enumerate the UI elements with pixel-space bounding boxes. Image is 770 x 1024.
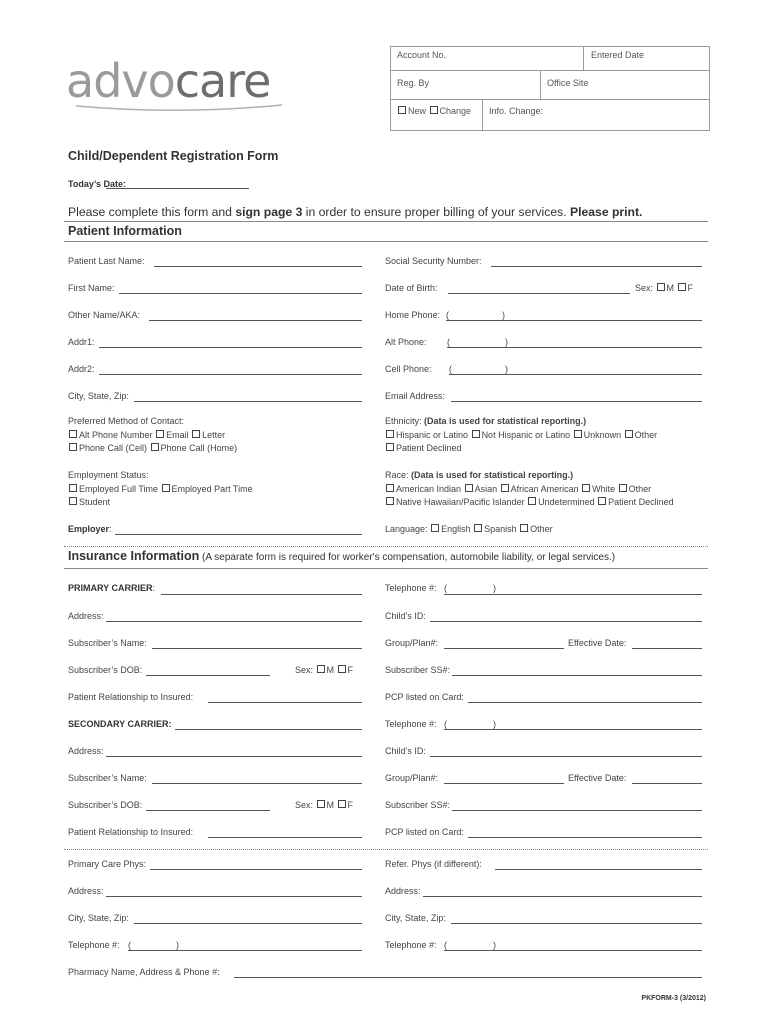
divider [64, 849, 708, 850]
secondary-childs-id-label: Child’s ID: [385, 746, 426, 756]
pcp-telephone-field[interactable] [128, 950, 362, 951]
sex-f-checkbox[interactable] [678, 283, 686, 291]
todays-date-label: Today’s Date: [68, 179, 127, 189]
primary-subscriber-ss-field[interactable] [452, 675, 702, 676]
secondary-group-plan-label: Group/Plan#: [385, 773, 439, 783]
pharmacy-field[interactable] [234, 977, 702, 978]
primary-subscriber-dob-field[interactable] [146, 675, 270, 676]
employed-part-checkbox[interactable] [162, 484, 170, 492]
divider [391, 99, 709, 100]
primary-group-plan-label: Group/Plan#: [385, 638, 439, 648]
info-change-label: Info. Change: [489, 106, 544, 116]
addr2-field[interactable] [99, 374, 362, 375]
asian-checkbox[interactable] [465, 484, 473, 492]
divider [583, 47, 584, 70]
account-no-label: Account No. [397, 50, 447, 60]
secondary-telephone-label: Telephone #: [385, 719, 437, 729]
referring-telephone-label: Telephone #: [385, 940, 437, 950]
primary-relationship-label: Patient Relationship to Insured: [68, 692, 194, 702]
logo-swoosh [74, 103, 284, 113]
employer-label: Employer: [68, 524, 112, 534]
secondary-group-plan-field[interactable] [444, 783, 564, 784]
referring-city-state-zip-field[interactable] [451, 923, 702, 924]
employer-field[interactable] [115, 534, 362, 535]
email-field[interactable] [451, 401, 702, 402]
secondary-relationship-field[interactable] [208, 837, 362, 838]
primary-carrier-label: PRIMARY CARRIER: [68, 583, 156, 593]
referring-telephone-field[interactable] [444, 950, 702, 951]
primary-group-plan-field[interactable] [444, 648, 564, 649]
dob-label: Date of Birth: [385, 283, 438, 293]
primary-telephone-field[interactable] [444, 594, 702, 595]
paren-open: ( [444, 583, 447, 593]
ssn-field[interactable] [491, 266, 702, 267]
primary-childs-id-field[interactable] [430, 621, 702, 622]
primary-pcp-label: PCP listed on Card: [385, 692, 464, 702]
letter-checkbox[interactable] [192, 430, 200, 438]
alt-phone-label: Alt Phone: [385, 337, 427, 347]
patient-last-name-label: Patient Last Name: [68, 256, 145, 266]
divider [391, 70, 709, 71]
divider [64, 241, 708, 242]
primary-subscriber-name-label: Subscriber’s Name: [68, 638, 147, 648]
secondary-pcp-field[interactable] [468, 837, 702, 838]
email-label: Email Address: [385, 391, 446, 401]
referring-city-state-zip-label: City, State, Zip: [385, 913, 446, 923]
primary-effective-date-field[interactable] [632, 648, 702, 649]
pcp-city-state-zip-label: City, State, Zip: [68, 913, 129, 923]
paren-open: ( [444, 719, 447, 729]
phone-home-checkbox[interactable] [151, 443, 159, 451]
primary-sex-m-checkbox[interactable] [317, 665, 325, 673]
city-state-zip-label: City, State, Zip: [68, 391, 129, 401]
secondary-sex-m-checkbox[interactable] [317, 800, 325, 808]
first-name-field[interactable] [119, 293, 362, 294]
primary-relationship-field[interactable] [208, 702, 362, 703]
other-name-field[interactable] [149, 320, 362, 321]
secondary-effective-date-field[interactable] [632, 783, 702, 784]
english-checkbox[interactable] [431, 524, 439, 532]
paren-close: ) [493, 583, 496, 593]
office-site-label: Office Site [547, 78, 589, 88]
race-declined-checkbox[interactable] [598, 497, 606, 505]
home-phone-field[interactable] [446, 320, 702, 321]
spanish-checkbox[interactable] [474, 524, 482, 532]
secondary-telephone-field[interactable] [444, 729, 702, 730]
secondary-relationship-label: Patient Relationship to Insured: [68, 827, 194, 837]
advocare-logo: advocare [66, 54, 271, 108]
new-checkbox[interactable] [398, 106, 406, 114]
paren-close: ) [176, 940, 179, 950]
secondary-subscriber-dob-field[interactable] [146, 810, 270, 811]
referring-address-label: Address: [385, 886, 421, 896]
paren-close: ) [505, 337, 508, 347]
dob-field[interactable] [448, 293, 630, 294]
intro-text: Please complete this form and sign page 3 in order to ensure proper billing of your services. Please print. [68, 205, 643, 219]
african-american-checkbox[interactable] [501, 484, 509, 492]
home-phone-label: Home Phone: [385, 310, 441, 320]
addr1-field[interactable] [99, 347, 362, 348]
phone-cell-checkbox[interactable] [69, 443, 77, 451]
insurance-section-title: Insurance Information (A separate form is required for worker's compensation, automobile liability, or legal services.) [68, 549, 616, 563]
paren-close: ) [502, 310, 505, 320]
sex-m-checkbox[interactable] [657, 283, 665, 291]
todays-date-field[interactable] [106, 188, 249, 189]
secondary-address-label: Address: [68, 746, 104, 756]
preferred-contact-block: Preferred Method of Contact: Alt Phone Number Email Letter Phone Call (Cell) Phone Call (Home) [68, 416, 238, 453]
secondary-subscriber-dob-label: Subscriber’s DOB: [68, 800, 143, 810]
secondary-carrier-field[interactable] [175, 729, 362, 730]
divider [64, 546, 708, 547]
primary-sex-f-checkbox[interactable] [338, 665, 346, 673]
primary-subscriber-dob-label: Subscriber’s DOB: [68, 665, 143, 675]
cell-phone-field[interactable] [449, 374, 702, 375]
primary-childs-id-label: Child’s ID: [385, 611, 426, 621]
employment-block: Employment Status: Employed Full Time Employed Part Time Student [68, 470, 253, 507]
not-hispanic-checkbox[interactable] [472, 430, 480, 438]
pharmacy-label: Pharmacy Name, Address & Phone #: [68, 967, 220, 977]
divider [64, 221, 708, 222]
email-checkbox[interactable] [156, 430, 164, 438]
primary-pcp-field[interactable] [468, 702, 702, 703]
eth-declined-checkbox[interactable] [386, 443, 394, 451]
paren-open: ( [446, 310, 449, 320]
paren-open: ( [449, 364, 452, 374]
paren-open: ( [447, 337, 450, 347]
patient-section-title: Patient Information [68, 224, 182, 238]
primary-sex-options: Sex: M F [295, 665, 354, 675]
secondary-carrier-label: SECONDARY CARRIER: [68, 719, 172, 729]
secondary-effective-date-label: Effective Date: [568, 773, 627, 783]
alt-phone-field[interactable] [447, 347, 702, 348]
secondary-subscriber-ss-field[interactable] [452, 810, 702, 811]
undetermined-checkbox[interactable] [528, 497, 536, 505]
reg-by-label: Reg. By [397, 78, 430, 88]
sex-options: Sex: M F [635, 283, 694, 293]
primary-care-phys-label: Primary Care Phys: [68, 859, 147, 869]
form-code: PKFORM-3 (3/2012) [641, 995, 706, 1002]
student-checkbox[interactable] [69, 497, 77, 505]
secondary-sex-options: Sex: M F [295, 800, 354, 810]
language-options: Language: English Spanish Other [385, 524, 553, 534]
native-hawaiian-checkbox[interactable] [386, 497, 394, 505]
divider [64, 568, 708, 569]
primary-carrier-field[interactable] [161, 594, 362, 595]
referring-address-field[interactable] [423, 896, 702, 897]
referring-phys-label: Refer. Phys (if different): [385, 859, 482, 869]
paren-close: ) [493, 940, 496, 950]
unknown-checkbox[interactable] [574, 430, 582, 438]
secondary-pcp-label: PCP listed on Card: [385, 827, 464, 837]
ssn-label: Social Security Number: [385, 256, 482, 266]
change-checkbox[interactable] [430, 106, 438, 114]
hispanic-checkbox[interactable] [386, 430, 394, 438]
primary-address-field[interactable] [106, 621, 362, 622]
secondary-address-field[interactable] [106, 756, 362, 757]
primary-effective-date-label: Effective Date: [568, 638, 627, 648]
city-state-zip-field[interactable] [134, 401, 362, 402]
pcp-address-field[interactable] [106, 896, 362, 897]
patient-last-name-field[interactable] [154, 266, 362, 267]
pcp-city-state-zip-field[interactable] [134, 923, 362, 924]
pcp-address-label: Address: [68, 886, 104, 896]
entered-date-label: Entered Date [591, 50, 645, 60]
primary-address-label: Address: [68, 611, 104, 621]
paren-open: ( [444, 940, 447, 950]
addr1-label: Addr1: [68, 337, 95, 347]
office-use-box [390, 46, 710, 131]
referring-phys-field[interactable] [495, 869, 702, 870]
race-other-checkbox[interactable] [619, 484, 627, 492]
other-name-label: Other Name/AKA: [68, 310, 141, 320]
language-other-checkbox[interactable] [520, 524, 528, 532]
primary-subscriber-name-field[interactable] [152, 648, 362, 649]
alt-phone-number-checkbox[interactable] [69, 430, 77, 438]
paren-close: ) [505, 364, 508, 374]
primary-care-phys-field[interactable] [150, 869, 362, 870]
employed-full-checkbox[interactable] [69, 484, 77, 492]
paren-open: ( [128, 940, 131, 950]
american-indian-checkbox[interactable] [386, 484, 394, 492]
new-change-options: New Change [391, 103, 471, 116]
primary-subscriber-ss-label: Subscriber SS#: [385, 665, 451, 675]
eth-other-checkbox[interactable] [625, 430, 633, 438]
secondary-childs-id-field[interactable] [430, 756, 702, 757]
secondary-subscriber-ss-label: Subscriber SS#: [385, 800, 451, 810]
first-name-label: First Name: [68, 283, 115, 293]
secondary-sex-f-checkbox[interactable] [338, 800, 346, 808]
secondary-subscriber-name-label: Subscriber’s Name: [68, 773, 147, 783]
white-checkbox[interactable] [582, 484, 590, 492]
pcp-telephone-label: Telephone #: [68, 940, 120, 950]
addr2-label: Addr2: [68, 364, 95, 374]
cell-phone-label: Cell Phone: [385, 364, 432, 374]
paren-close: ) [493, 719, 496, 729]
secondary-subscriber-name-field[interactable] [152, 783, 362, 784]
ethnicity-block: Ethnicity: (Data is used for statistical reporting.) Hispanic or Latino Not Hispanic or Latino Unknown Other Patient Declined [385, 416, 658, 453]
form-title: Child/Dependent Registration Form [68, 149, 279, 163]
primary-telephone-label: Telephone #: [385, 583, 437, 593]
race-block: Race: (Data is used for statistical reporting.) American Indian Asian African American White Other Native Hawaiian/Pacific Islander Undetermined Patient Declined [385, 470, 674, 507]
